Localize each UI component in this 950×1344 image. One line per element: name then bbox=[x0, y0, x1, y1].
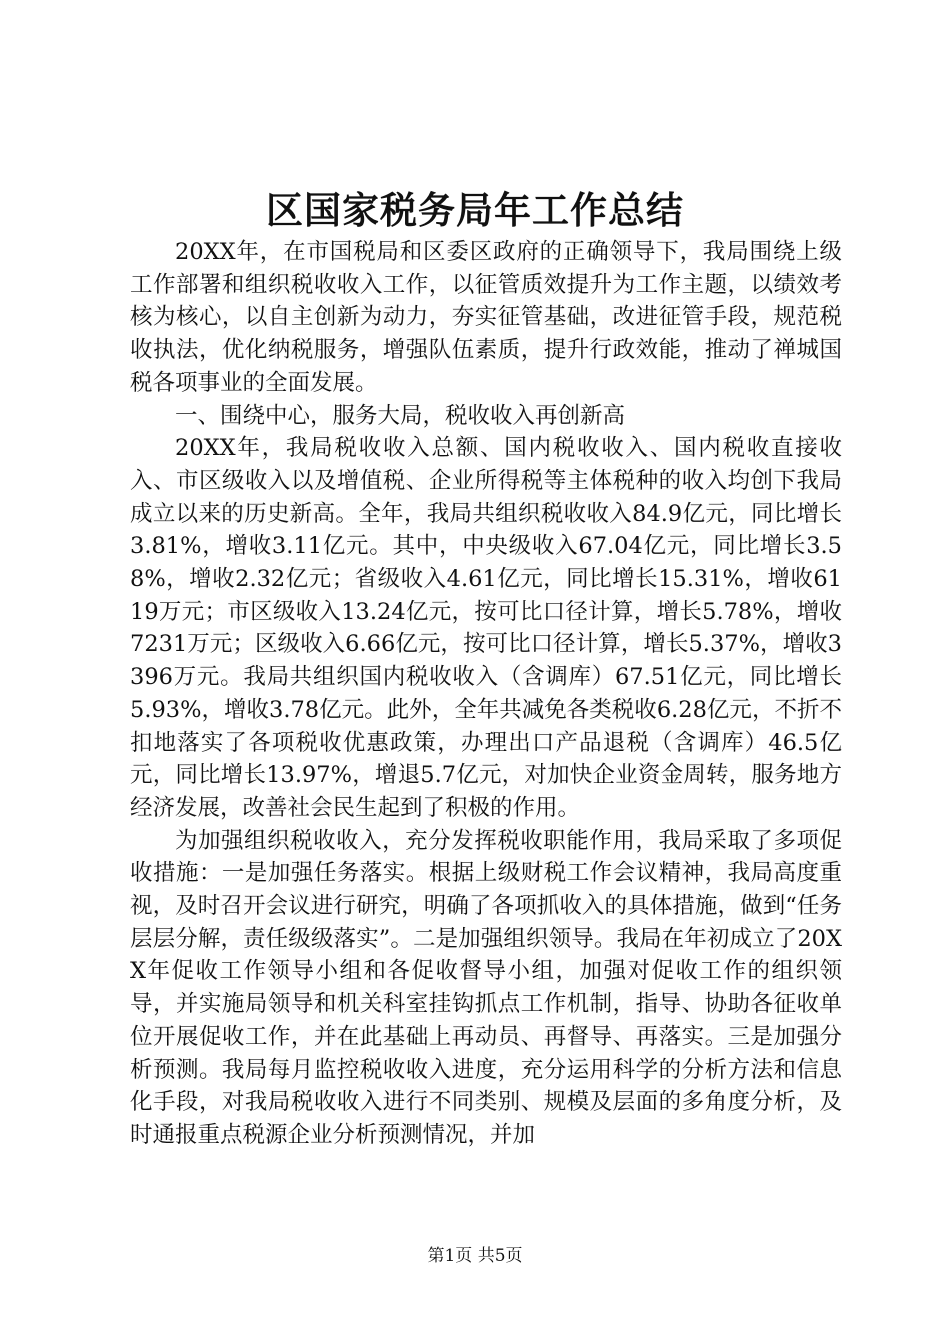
paragraph-intro: 20XX年，在市国税局和区委区政府的正确领导下，我局围绕上级工作部署和组织税收收入工作，以征管质效提升为工作主题，以绩效考核为核心，以自主创新为动力，夯实征管基础，改进征管手段，规范税收执法，优化纳税服务，增强队伍素质，提升行政效能，推动了禅城国税各项事业的全面发展。 bbox=[130, 239, 842, 396]
page-footer: 第1页 共5页 bbox=[427, 1246, 523, 1266]
document-body bbox=[130, 236, 842, 1152]
document-title: 区国家税务局年工作总结 bbox=[266, 188, 684, 232]
paragraph-measures: 为加强组织税收收入，充分发挥税收职能作用，我局采取了多项促收措施：一是加强任务落实。根据上级财税工作会议精神，我局高度重视，及时召开会议进行研究，明确了各项抓收入的具体措施，做到“任务层层分解，责任级级落实”。二是加强组织领导。我局在年初成立了20XX年促收工作领导小组和各促收督导小组，加强对促收工作的组织领导，并实施局领导和机关科室挂钩抓点工作机制，指导、协助各征收单位开展促收工作，并在此基础上再动员、再督导、再落实。三是加强分析预测。我局每月监控税收收入进度，充分运用科学的分析方法和信息化手段，对我局税收收入进行不同类别、规模及层面的多角度分析，及时通报重点税源企业分析预测情况，并加 bbox=[130, 827, 842, 1148]
paragraph-revenue: 20XX年，我局税收收入总额、国内税收收入、国内税收直接收入、市区级收入以及增值税、企业所得税等主体税种的收入均创下我局成立以来的历史新高。全年，我局共组织税收收入84.9亿元，同比增长3.81%，增收3.11亿元。其中，中央级收入67.04亿元，同比增长3.58%，增收2.32亿元；省级收入4.61亿元，同比增长15.31%，增收6119万元；市区级收入13.24亿元，按可比口径计算，增长5.78%，增收7231万元；区级收入6.66亿元，按可比口径计算，增长5.37%，增收3396万元。我局共组织国内税收收入（含调库）67.51亿元，同比增长5.93%，增收3.78亿元。此外，全年共减免各类税收6.28亿元，不折不扣地落实了各项税收优惠政策，办理出口产品退税（含调库）46.5亿元，同比增长13.97%，增退5.7亿元，对加快企业资金周转，服务地方经济发展，改善社会民生起到了积极的作用。 bbox=[130, 435, 842, 821]
section-heading: 一、围绕中心，服务大局，税收收入再创新高 bbox=[175, 402, 626, 429]
